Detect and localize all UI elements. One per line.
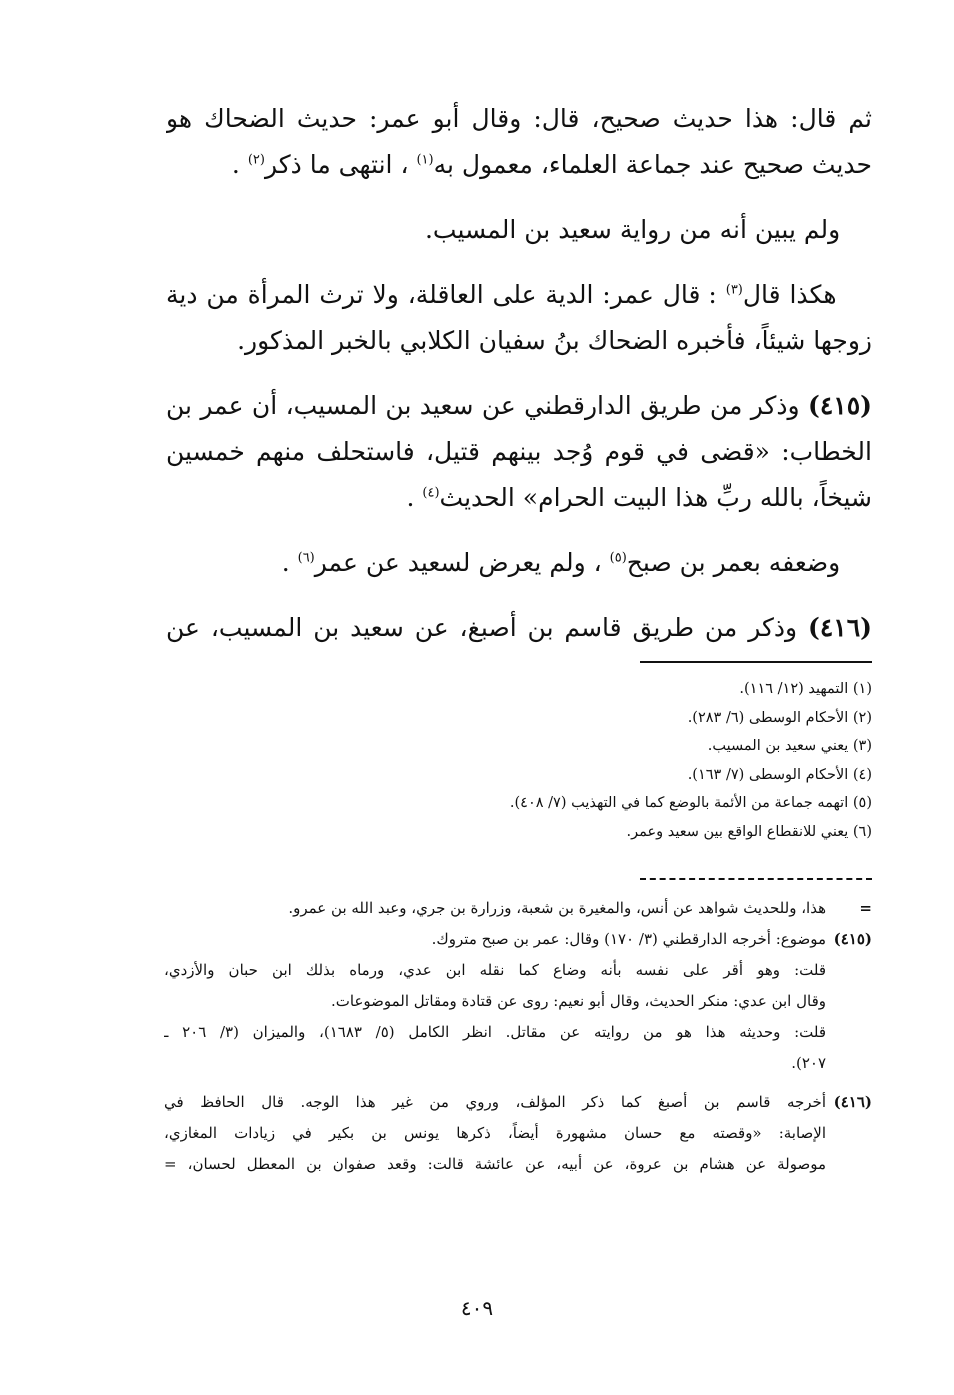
footnote-ref[interactable]: (٢) (247, 152, 265, 168)
text-run: . (281, 548, 290, 577)
text-line (166, 142, 872, 188)
text-run: . (406, 483, 415, 512)
commentary-line: الإصابة: «وقصته مع حسان مشهورة أيضاً، ذكرها يونس بن بكير في زيادات المغازي، (164, 1124, 826, 1142)
commentary-line: أخرجه قاسم بن أصبغ كما ذكر المؤلف، وروي من غير هذا الوجه. قال الحافظ في (164, 1093, 826, 1111)
text-line (166, 605, 872, 651)
footnote-ref[interactable]: (١) (416, 152, 434, 168)
footnote-ref[interactable]: (٥) (609, 550, 627, 566)
footnote-item: (٥) اتهمه جماعة من الأئمة بالوضع كما في التهذيب (٧/ ٤٠٨). (509, 795, 872, 811)
text-run: الخطاب: «قضى في قوم وُجد بينهم قتيل، فاستحلف منهم خمسين (166, 437, 872, 466)
text-line (166, 96, 872, 142)
text-run: حديث صحيح عند جماعة العلماء، معمول به (433, 150, 872, 179)
footnote-item: (٤) الأحكام الوسطى (٧/ ١٦٣). (687, 766, 872, 783)
footnotes (166, 675, 872, 846)
text-run: ثم قال: هذا حديث صحيح، قال: وقال أبو عمر: حديث الضحاك هو (166, 104, 872, 133)
commentary-line: هذا، وللحديث شواهد عن أنس، والمغيرة بن شعبة، وزرارة بن جري، وعبد الله بن عمرو. (288, 899, 826, 917)
continuation-marker: = (859, 899, 872, 917)
text-line (166, 383, 872, 429)
commentary-line: قلت: وحديثه هذا هو من روايته عن مقاتل. انظر الكامل (٥/ ١٦٨٣)، والميزان (٣/ ٢٠٦ ـ (164, 1023, 826, 1041)
main-text (166, 96, 872, 651)
text-line (166, 318, 872, 364)
commentary (164, 893, 872, 1180)
commentary-line: ٢٠٧). (791, 1054, 826, 1072)
text-run: : قال عمر: الدية على العاقلة، ولا ترث المرأة من دية (166, 280, 717, 309)
hadith-number: (٤١٦) (808, 613, 872, 642)
commentary-number: (٤١٥) (833, 930, 872, 948)
text-run: وضعفه بعمر بن صبح (626, 548, 841, 577)
commentary-line: موصولة عن هشام بن عروة، عن أبيه، عن عائشة قالت: وقعد صفوان بن المعطل لحسان، = (164, 1155, 826, 1173)
text-run: وذكر من طريق الدارقطني عن سعيد بن المسيب، أن عمر بن (166, 391, 800, 420)
text-run: ، انتهى ما ذكر (264, 150, 409, 179)
page-number: ٤٠٩ (460, 1296, 494, 1320)
commentary-divider (640, 878, 872, 880)
footnote-divider (640, 661, 872, 663)
text-line (166, 207, 872, 253)
commentary-line: موضوع: أخرجه الدارقطني (٣/ ١٧٠) وقال: عمر بن صبح متروك. (431, 930, 826, 948)
text-run: شيخاً، بالله ربِّ هذا البيت الحرام» الحديث (439, 483, 872, 512)
footnote-ref[interactable]: (٣) (725, 282, 743, 298)
text-line (166, 540, 872, 586)
commentary-line: قلت: وهو أقر على نفسه بأنه وضاع كما نقله ابن عدي، ورماه بذلك ابن حبان والأزدي، (164, 961, 826, 979)
footnote-item: (٣) يعني سعيد بن المسيب. (707, 738, 872, 754)
text-run: زوجها شيئاً، فأخبره الضحاك بنُ سفيان الكلابي بالخبر المذكور. (237, 326, 872, 355)
text-run: ولم يبين أنه من رواية سعيد بن المسيب. (424, 215, 841, 244)
text-run: وذكر من طريق قاسم بن أصبغ، عن سعيد بن المسيب، عن (166, 613, 798, 642)
footnote-ref[interactable]: (٦) (297, 550, 315, 566)
text-run: هكذا قال (742, 280, 837, 309)
footnote-ref[interactable]: (٤) (422, 485, 440, 501)
commentary-line: وقال ابن عدي: منكر الحديث، وقال أبو نعيم: روى عن قتادة ومقاتل الموضوعات. (330, 992, 826, 1010)
hadith-number: (٤١٥) (808, 391, 872, 420)
footnote-item: (١) التمهيد (١٢/ ١١٦). (739, 681, 872, 697)
footnote-item: (٦) يعني للانقطاع الواقع بين سعيد وعمر. (626, 823, 872, 840)
footnote-item: (٢) الأحكام الوسطى (٦/ ٢٨٣). (687, 709, 872, 726)
text-line (166, 475, 872, 521)
commentary-entry-416 (164, 1087, 872, 1180)
commentary-entry-415 (164, 924, 872, 1079)
commentary-continuation (164, 893, 872, 924)
text-line (166, 429, 872, 475)
text-line (166, 272, 872, 318)
text-run: . (231, 150, 240, 179)
commentary-number: (٤١٦) (833, 1093, 872, 1111)
text-run: ، ولم يعرض لسعيد عن عمر (314, 548, 602, 577)
